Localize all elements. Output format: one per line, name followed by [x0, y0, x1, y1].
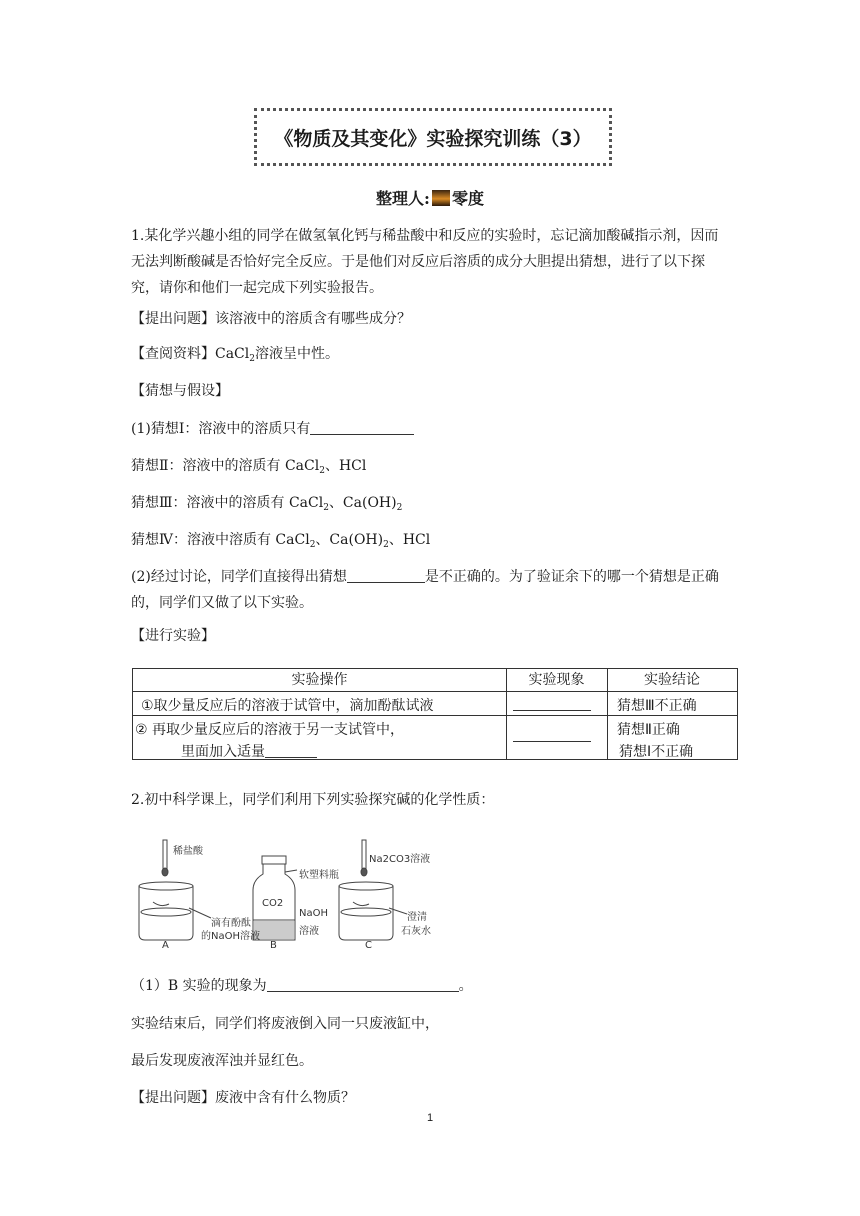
- q2-question: 【提出问题】废液中含有什么物质？: [131, 1090, 355, 1106]
- q2-sub1: （1）B 实验的现象为 。: [131, 973, 731, 999]
- hypothesis-heading: 【猜想与假设】: [131, 383, 229, 399]
- row2-conclusion-2: 猜想Ⅰ不正确: [619, 744, 694, 760]
- row2-operation-1: ② 再取少量反应后的溶液于另一支试管中，: [135, 722, 404, 738]
- hypothesis-4: 猜想Ⅳ：溶液中溶质有 CaCl$_2$、$Ca(OH)_2$、HCl: [131, 532, 431, 550]
- label-na2co3: Na2CO3溶液: [369, 854, 431, 865]
- hypothesis-2: 猜想Ⅱ：溶液中的溶质有 CaCl$_2$、HCl: [131, 458, 367, 476]
- page-number: 1: [426, 1112, 434, 1124]
- label-naoh-2: 溶液: [299, 926, 319, 937]
- hypothesis-3: 猜想Ⅲ：溶液中的溶质有 CaCl$_2$、$Ca(OH)_2$: [131, 495, 403, 513]
- q2-sentence-1: 实验结束后，同学们将废液倒入同一只废液缸中，: [131, 1016, 439, 1032]
- q1-question: 【提出问题】该溶液中的溶质含有哪些成分？: [131, 311, 411, 327]
- row1-operation: ①取少量反应后的溶液于试管中，滴加酚酞试液: [141, 698, 434, 714]
- experiment-table: [132, 668, 738, 760]
- label-phenolphthalein-1: 滴有酚酞: [211, 918, 251, 929]
- row1-conclusion: 猜想Ⅲ不正确: [617, 698, 697, 714]
- q1-intro: 1.某化学兴趣小组的同学在做氢氧化钙与稀盐酸中和反应的实验时，忘记滴加酸碱指示剂，因而无法判断酸碱是否恰好完全反应。于是他们对反应后溶质的成分大胆提出猜想，进行了以下探究，请你和他们一起完成下列实验报告。: [131, 228, 719, 296]
- experiment-heading: 【进行实验】: [131, 628, 215, 644]
- answer-blank[interactable]: [310, 418, 414, 435]
- label-b: B: [270, 940, 277, 951]
- q2-sentence-2: 最后发现废液浑浊并显红色。: [131, 1053, 313, 1069]
- row1-phenomenon-blank[interactable]: [513, 710, 591, 711]
- header-operation: 实验操作: [133, 669, 506, 692]
- q2-intro: 2.初中科学课上，同学们利用下列实验探究碱的化学性质：: [131, 792, 495, 808]
- row2-conclusion-1: 猜想Ⅱ正确: [617, 722, 680, 738]
- q1-reference: 【查阅资料】CaCl$_2$溶液呈中性。: [131, 346, 339, 364]
- author-prefix: 整理人:: [376, 189, 430, 208]
- label-co2: CO2: [262, 898, 284, 909]
- title-box: [254, 108, 612, 166]
- header-phenomenon: 实验现象: [506, 669, 607, 692]
- row2-phenomenon-blank[interactable]: [513, 741, 591, 742]
- answer-blank[interactable]: [267, 975, 459, 992]
- label-limewater-1: 澄清: [407, 912, 427, 923]
- label-naoh-1: NaOH: [299, 908, 328, 919]
- author-line: [0, 186, 860, 209]
- label-dilute-hcl: 稀盐酸: [173, 846, 203, 857]
- hypothesis-1: (1)猜想Ⅰ：溶液中的溶质只有: [131, 416, 731, 442]
- label-a: A: [162, 940, 169, 951]
- document-title: 《物质及其变化》实验探究训练（3）: [274, 127, 592, 150]
- answer-blank[interactable]: [347, 566, 425, 583]
- label-plastic-bottle: 软塑料瓶: [299, 870, 339, 881]
- avatar-icon: [432, 190, 450, 206]
- label-c: C: [365, 940, 372, 951]
- row2-operation-2: 里面加入适量: [181, 741, 317, 761]
- label-phenolphthalein-2: 的NaOH溶液: [201, 931, 260, 942]
- header-conclusion: 实验结论: [607, 669, 737, 692]
- author-name: 零度: [451, 189, 484, 208]
- experiment-figure: [131, 836, 451, 950]
- label-limewater-2: 石灰水: [401, 926, 431, 937]
- q1-discussion: (2)经过讨论，同学们直接得出猜想 是不正确的。为了验证余下的哪一个猜想是正确的，同学们又做了以下实验。: [131, 564, 731, 616]
